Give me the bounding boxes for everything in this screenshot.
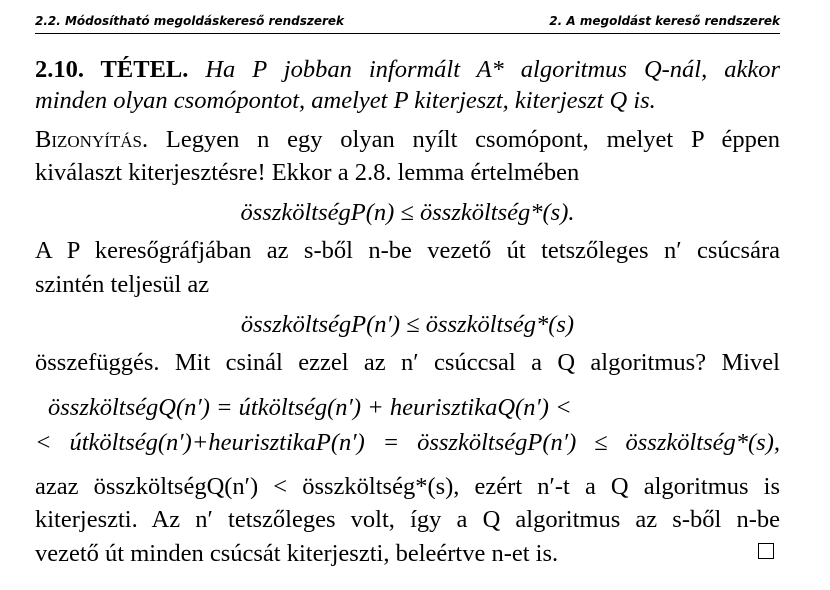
proof-line-4: szintén teljesül az xyxy=(35,271,210,298)
theorem-line-1 xyxy=(35,55,780,85)
proof-line-3: A P keresőgráfjában az s-ből n-be vezető út tetszőleges n′ csúcsára xyxy=(35,237,780,264)
running-head xyxy=(35,14,780,32)
running-head-section: 2.2. Módosítható megoldáskereső rendszerek xyxy=(35,14,345,28)
theorem-label: 2.10. TÉTEL. xyxy=(35,56,189,83)
proof-line-6: azaz összköltségQ(n′) < összköltség*(s), ezért n′-t a Q algoritmus is xyxy=(35,473,780,500)
qed-symbol xyxy=(758,543,774,559)
proof-label: Bizonyítás. xyxy=(35,126,149,153)
equation-2: összköltségP(n′) ≤ összköltség*(s) xyxy=(240,311,575,338)
theorem-line-2: minden olyan csomópontot, amelyet P kiterjeszt, kiterjeszt Q is. xyxy=(35,87,656,114)
proof-line-1 xyxy=(35,125,780,155)
proof-line-8: vezető út minden csúcsát kiterjeszti, beleértve n-et is. xyxy=(35,540,559,567)
header-rule xyxy=(35,33,780,34)
proof-line-2: kiválaszt kiterjesztésre! Ekkor a 2.8. lemma értelmében xyxy=(35,159,580,186)
equation-3-part-2: < útköltség(n′)+heurisztikaP(n′) = összköltségP(n′) ≤ összköltség*(s), xyxy=(35,429,780,456)
equation-1: összköltségP(n) ≤ összköltség*(s). xyxy=(240,199,575,226)
running-head-chapter: 2. A megoldást kereső rendszerek xyxy=(549,14,780,28)
equation-3-part-1: összköltségQ(n′) = útköltség(n′) + heurisztikaQ(n′) < xyxy=(48,394,572,421)
proof-line-5: összefüggés. Mit csinál ezzel az n′ csúccsal a Q algoritmus? Mivel xyxy=(35,349,780,376)
theorem-text-1: Ha P jobban informált A* algoritmus Q-nál, akkor xyxy=(205,56,780,83)
proof-text-1: Legyen n egy olyan nyílt csomópont, melyet P éppen xyxy=(165,126,780,153)
proof-line-7: kiterjeszti. Az n′ tetszőleges volt, így a Q algoritmus az s-ből n-be xyxy=(35,506,780,533)
